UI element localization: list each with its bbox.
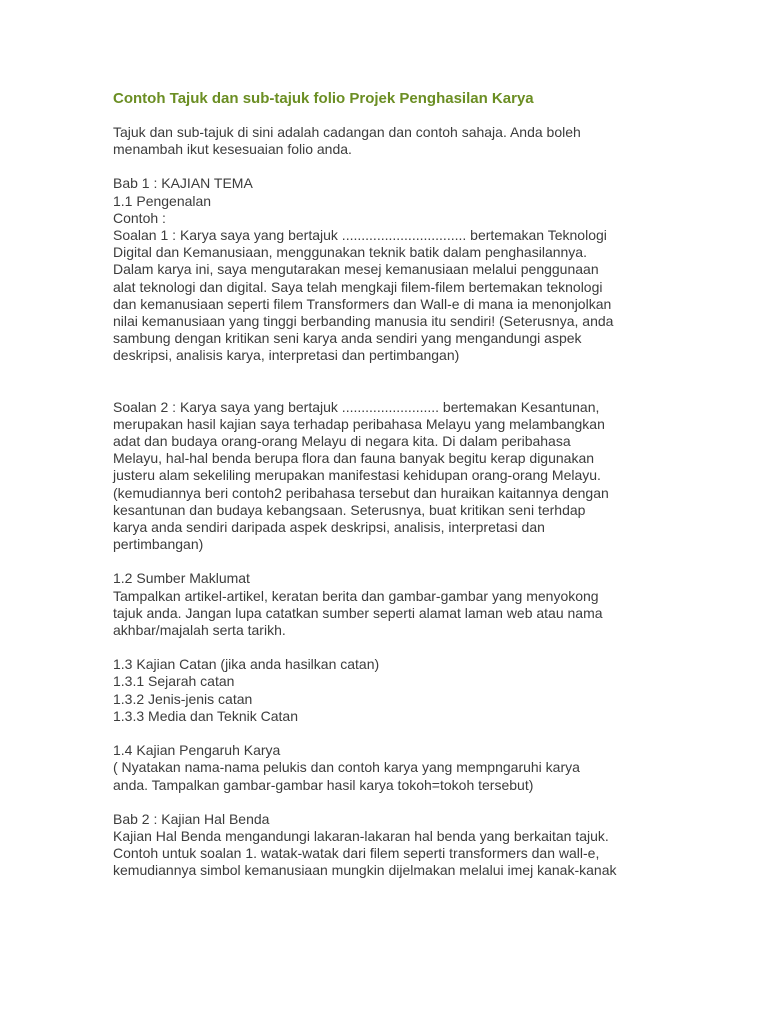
text-line: 1.4 Kajian Pengaruh Karya xyxy=(113,742,281,759)
text-line: adat dan budaya orang-orang Melayu di negara kita. Di dalam peribahasa xyxy=(113,433,571,450)
text-line: 1.3 Kajian Catan (jika anda hasilkan catan) xyxy=(113,656,380,673)
spacer xyxy=(113,382,673,399)
text-line: nilai kemanusiaan yang tinggi berbanding manusia itu sendiri! (Seterusnya, anda xyxy=(113,313,614,330)
text-line: alat teknologi dan digital. Saya telah mengkaji filem-filem bertemakan teknologi xyxy=(113,278,603,295)
paragraph xyxy=(113,124,673,158)
text-line: menambah ikut kesesuaian folio anda. xyxy=(113,141,352,158)
text-line: Bab 1 : KAJIAN TEMA xyxy=(113,175,253,192)
text-line: 1.3.2 Jenis-jenis catan xyxy=(113,690,253,707)
text-line: Soalan 1 : Karya saya yang bertajuk ................................ bertemakan Teknologi xyxy=(113,227,607,244)
document-body xyxy=(113,124,673,880)
document-title: Contoh Tajuk dan sub-tajuk folio Projek Penghasilan Karya xyxy=(113,90,534,107)
text-line: Dalam karya ini, saya mengutarakan mesej kemanusiaan melalui penggunaan xyxy=(113,261,599,278)
text-line: pertimbangan) xyxy=(113,536,204,553)
text-line: 1.2 Sumber Maklumat xyxy=(113,570,250,587)
text-line: ( Nyatakan nama-nama pelukis dan contoh karya yang mempngaruhi karya xyxy=(113,759,580,776)
text-line: anda. Tampalkan gambar-gambar hasil karya tokoh=tokoh tersebut) xyxy=(113,776,534,793)
text-line: (kemudiannya beri contoh2 peribahasa tersebut dan huraikan kaitannya dengan xyxy=(113,484,609,501)
text-line: Soalan 2 : Karya saya yang bertajuk ......................... bertemakan Kesantunan, xyxy=(113,398,600,415)
text-line: dan kemanusiaan seperti filem Transformers dan Wall-e di mana ia menonjolkan xyxy=(113,295,612,312)
text-line: kemudiannya simbol kemanusiaan mungkin dijelmakan melalui imej kanak-kanak xyxy=(113,862,617,879)
paragraph xyxy=(113,570,673,639)
text-line: akhbar/majalah serta tarikh. xyxy=(113,622,286,639)
text-line: tajuk anda. Jangan lupa catatkan sumber seperti alamat laman web atau nama xyxy=(113,604,603,621)
text-line: Tajuk dan sub-tajuk di sini adalah cadangan dan contoh sahaja. Anda boleh xyxy=(113,124,581,140)
text-line: sambung dengan kritikan seni karya anda sendiri yang mengandungi aspek xyxy=(113,330,582,347)
text-line: Tampalkan artikel-artikel, keratan berita dan gambar-gambar yang menyokong xyxy=(113,587,599,604)
document-page xyxy=(113,90,673,897)
paragraph xyxy=(113,399,673,554)
text-line: Kajian Hal Benda mengandungi lakaran-lakaran hal benda yang berkaitan tajuk. xyxy=(113,827,609,844)
text-line: Digital dan Kemanusiaan, menggunakan teknik batik dalam penghasilannya. xyxy=(113,244,587,261)
text-line: Contoh untuk soalan 1. watak-watak dari filem seperti transformers dan wall-e, xyxy=(113,845,600,862)
text-line: karya anda sendiri daripada aspek deskripsi, analisis, interpretasi dan xyxy=(113,519,545,536)
text-line: 1.3.1 Sejarah catan xyxy=(113,673,235,690)
text-line: 1.3.3 Media dan Teknik Catan xyxy=(113,707,298,724)
text-line: kesantunan dan budaya kebangsaan. Seterusnya, buat kritikan seni terhdap xyxy=(113,501,586,518)
text-line: Melayu, hal-hal benda berupa flora dan fauna banyak begitu kerap digunakan xyxy=(113,450,595,467)
paragraph xyxy=(113,656,673,725)
text-line: justeru alam sekeliling merupakan manifestasi kehidupan orang-orang Melayu. xyxy=(113,467,601,484)
text-line: Contoh : xyxy=(113,209,166,226)
paragraph xyxy=(113,811,673,880)
text-line: merupakan hasil kajian saya terhadap peribahasa Melayu yang melambangkan xyxy=(113,415,605,432)
paragraph xyxy=(113,742,673,794)
paragraph xyxy=(113,175,673,364)
text-line: deskripsi, analisis karya, interpretasi dan pertimbangan) xyxy=(113,347,460,364)
text-line: Bab 2 : Kajian Hal Benda xyxy=(113,810,270,827)
text-line: 1.1 Pengenalan xyxy=(113,192,212,209)
